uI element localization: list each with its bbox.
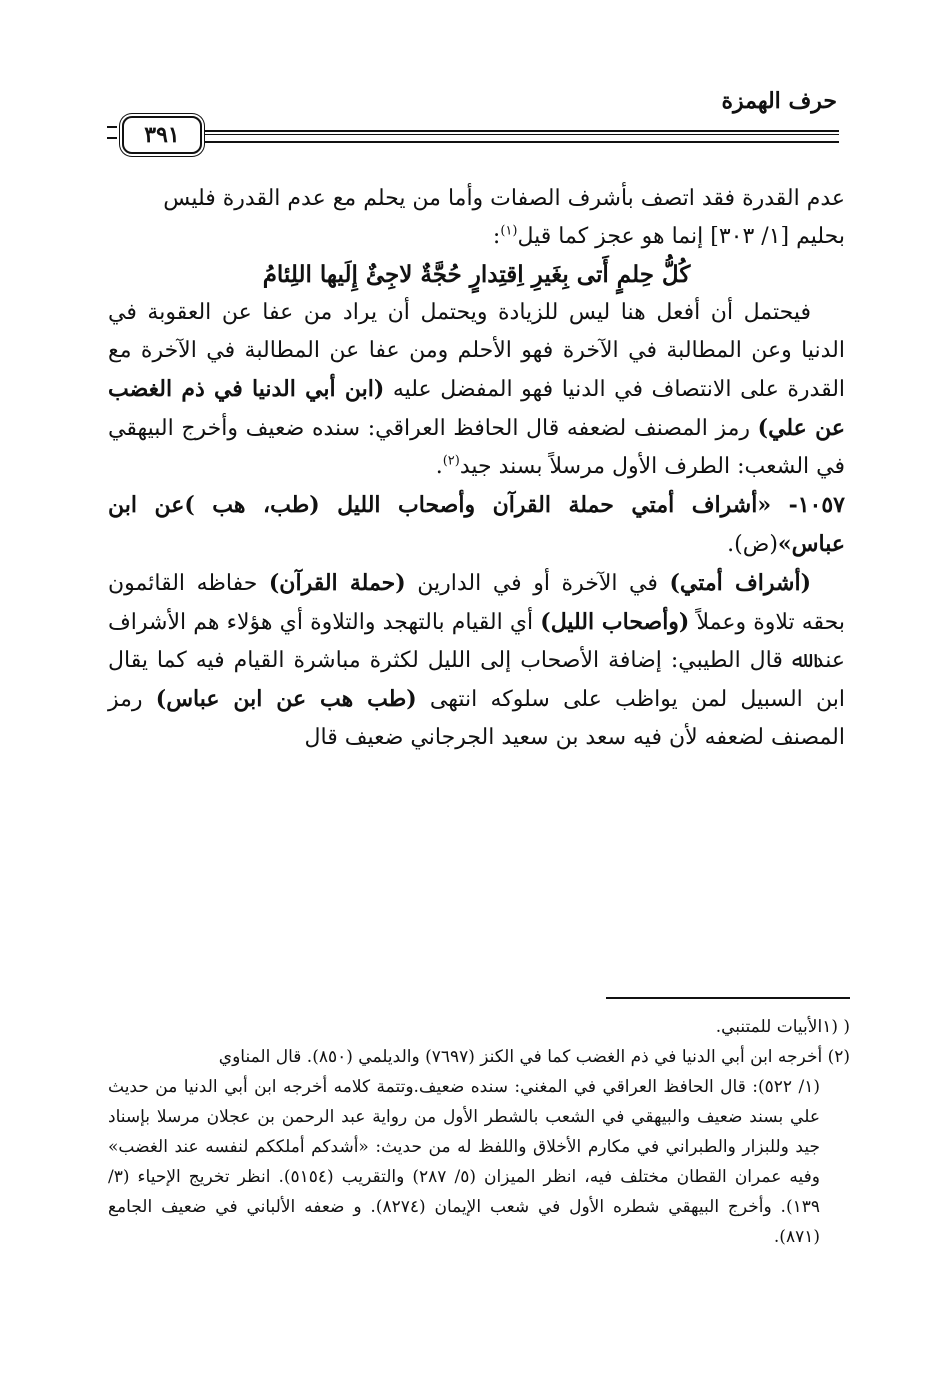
text-span: أي القيام بالتهجد والتلاوة أي هؤلاء هم الأشراف عند ﷲ قال الطيبي: إضافة الأصحاب إلى الليل لكثرة مباشرة القيام فيه كما يقال ابن السبيل لمن يواظب على سلوكه انتهى bbox=[108, 610, 845, 712]
footnote-1: ( (١الأبيات للمتنبي. bbox=[715, 1017, 850, 1037]
footnote-2-head: (٢) أخرجه ابن أبي الدنيا في ذم الغضب كما في الكنز (٧٦٩٧) والديلمي (٨٥٠). قال المناوي bbox=[218, 1047, 850, 1067]
poetry-verse: كُلُّ حِلمٍ أَتى بِغَيرِ اِقتِدارٍ حُجَّةٌ لاجِئٌ إِلَيها اللِئامُ bbox=[262, 261, 691, 288]
hadith-entry bbox=[108, 486, 845, 564]
hadith-text: «أشراف أمتي حملة القرآن وأصحاب الليل (طب، هب )عن ابن عباس» bbox=[108, 492, 845, 557]
text-line bbox=[108, 180, 845, 218]
text-span: بحليم [١/ ٣٠٣] إنما هو عجز كما قيل bbox=[517, 224, 845, 249]
quoted-phrase: (وأصحاب الليل) bbox=[540, 609, 690, 635]
quoted-phrase: (حملة القرآن) bbox=[268, 570, 406, 596]
text-span: فيحتمل أن أفعل هنا ليس للزيادة ويحتمل أن يراد من عفا عن العقوبة في الدنيا وعن المطالبة في الآخرة فهو الأحلم ومن عفا عن المطالبة في الآخرة مع القدرة على الانتصاف في الدنيا فهو المفضل عليه bbox=[108, 300, 846, 402]
main-text bbox=[108, 180, 845, 757]
footnote-2-body: (١/ ٥٢٢): قال الحافظ العراقي في المغني: سنده ضعيف.وتتمة كلامه أخرجه ابن أبي الدنيا من حديث علي بسند ضعيف والبيهقي في الشعب بالشطر الأول من رواية عبد الرحمن بن عجلان مرسلا بإسناد جيد وللبزار والطبراني في مكارم الأخلاق واللفظ له من حديث: «أشدكم أملككم لنفسه عند الغضب» وفيه عمران القطان مختلف فيه، انظر الميزان (٥/ ٢٨٧) والتقريب (٥١٥٤). انظر تخريج الإحياء (٣/ ١٣٩). وأخرج البيهقي شطره الأول في شعب الإيمان (٨٢٧٤). و ضعفه الألباني في ضعيف الجامع (٨٧١). bbox=[108, 1077, 821, 1247]
text-line bbox=[108, 218, 845, 256]
header-rule-end bbox=[107, 126, 117, 139]
text-span: : bbox=[492, 224, 501, 249]
page-number: ٣٩١ bbox=[122, 116, 202, 154]
text-span: . bbox=[435, 454, 443, 479]
text-span: رمز المصنف لضعفه قال الحافظ العراقي: سنده ضعيف وأخرج البيهقي في الشعب: الطرف الأول مرسلاً بسند جيد bbox=[108, 416, 845, 479]
source-citation: (طب هب عن ابن عباس) bbox=[155, 686, 417, 712]
footnote-ref-1[interactable]: (١) bbox=[500, 223, 518, 239]
source-citation: (ابن أبي الدنيا في ذم الغضب عن علي) bbox=[108, 376, 845, 441]
text-span: رمز المصنف لضعفه لأن فيه سعد بن سعيد الجرجاني ضعيف قال bbox=[108, 687, 845, 750]
quoted-phrase: (أشراف أمتي) bbox=[669, 570, 811, 596]
footnote-rule bbox=[606, 997, 850, 999]
paragraph bbox=[108, 294, 845, 486]
running-head: حرف الهمزة bbox=[721, 88, 837, 114]
footnotes bbox=[108, 1012, 850, 1252]
commentary-paragraph bbox=[108, 564, 845, 757]
footnote-ref-2[interactable]: (٢) bbox=[442, 453, 460, 469]
text-span: عدم القدرة فقد اتصف بأشرف الصفات وأما من يحلم مع عدم القدرة فليس bbox=[163, 186, 845, 211]
header-rule bbox=[200, 130, 839, 143]
text-span: حفاظه القائمون بحقه تلاوة وعملاً bbox=[108, 571, 845, 635]
text-span: في الآخرة أو في الدارين bbox=[405, 571, 670, 596]
hadith-grade: (ض). bbox=[727, 532, 778, 557]
hadith-number: ١٠٥٧- bbox=[788, 492, 845, 518]
